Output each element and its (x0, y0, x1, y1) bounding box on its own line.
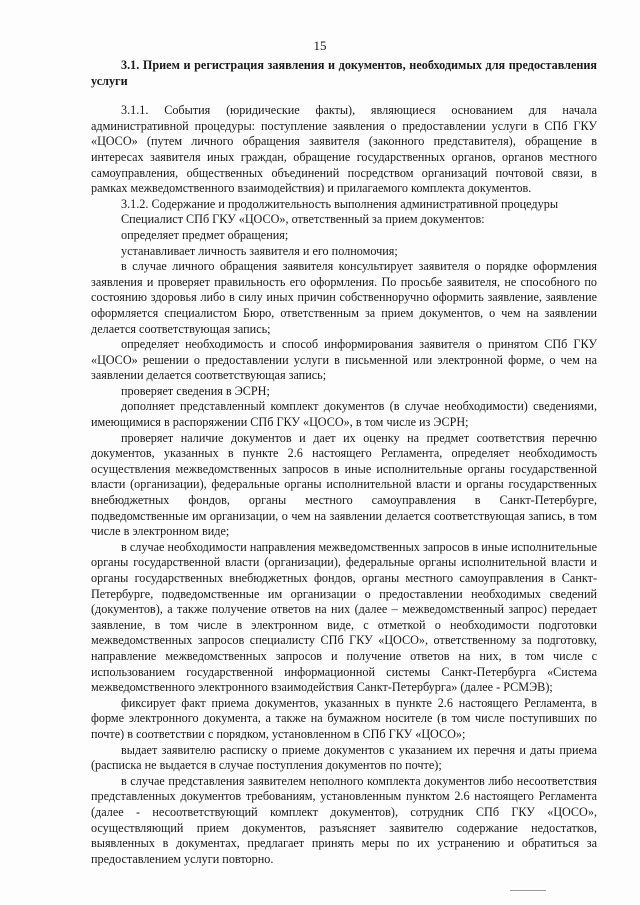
paragraph-consult: в случае личного обращения заявителя консультирует заявителя о порядке оформления заявления и проверяет правильность его оформления. По просьбе заявителя, не способного по состоянию здоровья либо в силу иных причин собственноручно оформить заявление, заявление оформляется специалистом Бюро, ответственным за прием документов, о чем на заявлении делается соответствующая запись; (91, 259, 597, 336)
page-number: 15 (313, 38, 327, 53)
paragraph-record: фиксирует факт приема документов, указанных в пункте 2.6 настоящего Регламента, в форме электронного документа, а также на бумажном носителе (в том числе поступивших по почте) в соответствии с порядком, установленном в СПб ГКУ «ЦОСО»; (91, 695, 597, 741)
paragraph-interagency: в случае необходимости направления межведомственных запросов в иные исполнительные органы государственной власти (организации), федеральные органы исполнительной власти и органы государственных внебюджетных фондов, органы местного самоуправления в Санкт-Петербурге, подведомственные им организации о предоставлении необходимых сведений (документов), а также получение ответов на них (далее – межведомственный запрос) передает заявление, в том числе в электронном виде, с отметкой о необходимости подготовки межведомственных запросов специалисту СПб ГКУ «ЦОСО», ответственному за подготовку, направление межведомственных запросов и получение ответов на них, в том числе с использованием государственной информационной системы Санкт-Петербурга «Система межведомственного электронного взаимодействия Санкт-Петербурга» (далее - РСМЭВ); (91, 539, 597, 695)
paragraph-supplement: дополняет представленный комплект документов (в случае необходимости) сведениями, имеющимися в распоряжении СПб ГКУ «ЦОСО», в том числе из ЭСРН; (91, 399, 597, 430)
paragraph-specialist: Специалист СПб ГКУ «ЦОСО», ответственный за прием документов: (121, 212, 485, 227)
paragraph-inform: определяет необходимость и способ информирования заявителя о принятом СПб ГКУ «ЦОСО» решении о предоставлении услуги в письменной или электронной форме, о чем на заявлении делается соответствующая запись; (91, 337, 597, 383)
paragraph-verify-docs: проверяет наличие документов и дает их оценку на предмет соответствия перечню документов, указанных в пункте 2.6 настоящего Регламента, определяет необходимость осуществления межведомственных запросов в иные исполнительные органы государственной власти (организации), федеральные органы исполнительной власти и органы государственных внебюджетных фондов, органы местного самоуправления в Санкт-Петербурге, подведомственные им организации, о чем на заявлении делается соответствующая запись, в том числе в электронном виде; (91, 430, 597, 539)
paragraph-3-1-2: 3.1.2. Содержание и продолжительность выполнения административной процедуры (121, 196, 559, 211)
paragraph-identity: устанавливает личность заявителя и его полномочия; (121, 243, 398, 258)
paragraph-incomplete: в случае представления заявителем неполного комплекта документов либо несоответствия представленных документов требованиям, установленным пунктом 2.6 настоящего Регламента (далее - несоответствующий комплект документов), сотрудник СПб ГКУ «ЦОСО», осуществляющий прием документов, разъясняет заявителю содержание недостатков, выявленных в документах, предлагает принять меры по их устранению и обратиться за предоставлением услуги повторно. (91, 773, 597, 866)
section-title: 3.1. Прием и регистрация заявления и документов, необходимых для предоставления услуги (91, 58, 597, 88)
paragraph-subject: определяет предмет обращения; (121, 227, 289, 242)
page-content (91, 58, 597, 867)
paragraph-check-esrn: проверяет сведения в ЭСРН; (121, 383, 270, 398)
paragraph-3-1-1: 3.1.1. События (юридические факты), являющиеся основанием для начала административной процедуры: поступление заявления о предоставлении услуги в СПб ГКУ «ЦОСО» (путем личного обращения заявителя (законного представителя), обращение в интересах заявителя иных граждан, обращение государственных органов, органов местного самоуправления, общественных объединений посредством организаций почтовой связи, в рамках межведомственного взаимодействия) и прилагаемого комплекта документов. (91, 103, 597, 196)
scan-mark (510, 890, 546, 891)
paragraph-receipt: выдает заявителю расписку о приеме документов с указанием их перечня и даты приема (расписка не выдается в случае поступления документов по почте); (91, 742, 597, 773)
